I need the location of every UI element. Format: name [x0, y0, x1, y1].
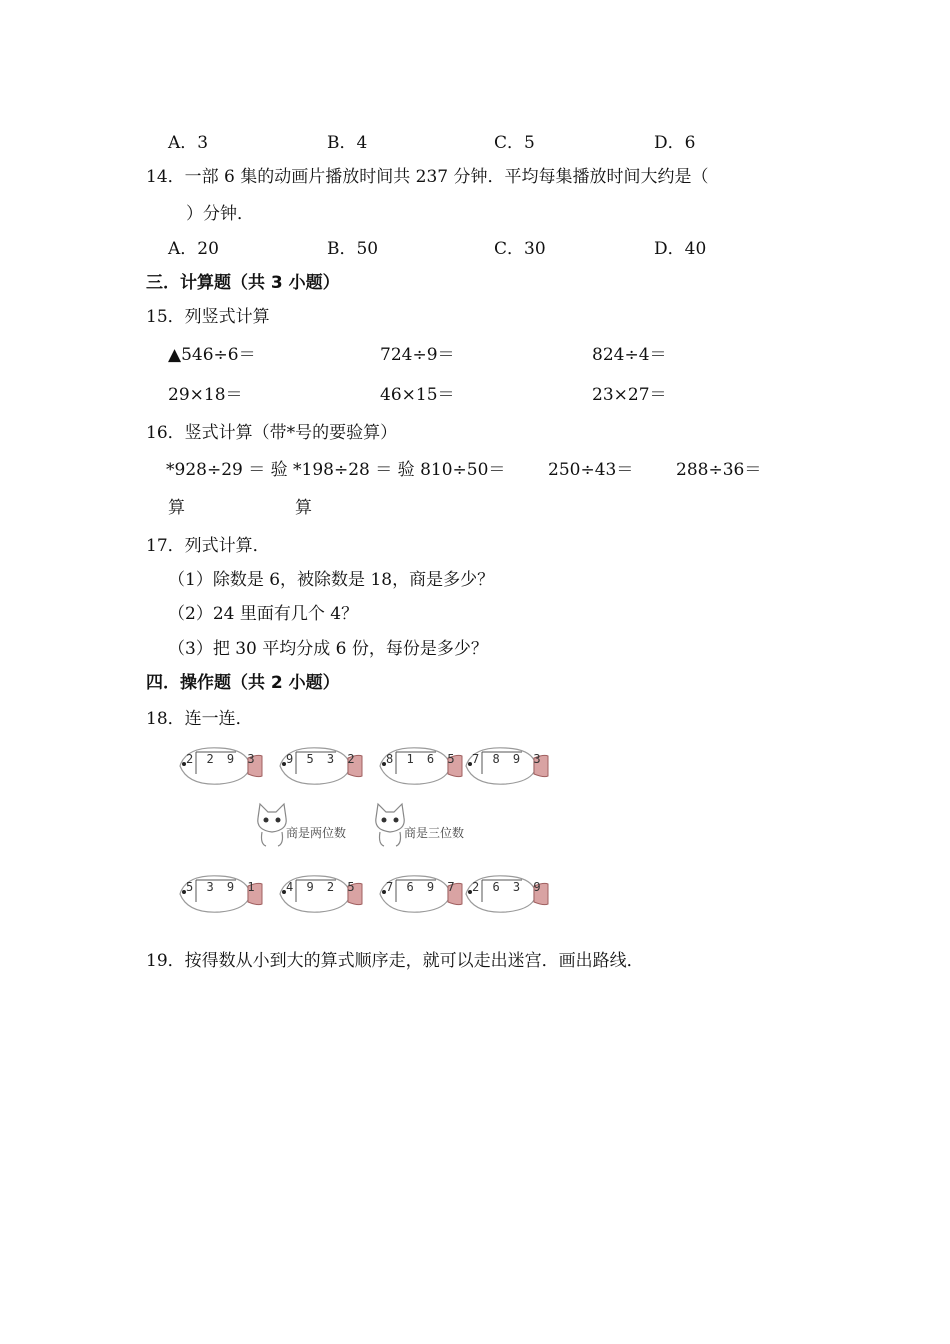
- q15-r2-c2: 46×15＝: [380, 385, 455, 405]
- fish-division: 2 2 9 3: [186, 752, 258, 766]
- section-4-heading: 四．操作题（共 2 小题）: [146, 673, 340, 693]
- q15-r1-c3: 824÷4＝: [592, 345, 667, 365]
- fish-outline: [276, 738, 366, 794]
- fish-top-2: [276, 738, 366, 794]
- fish-top-1: [176, 738, 266, 794]
- q17-item-3: （3）把 30 平均分成 6 份，每份是多少？: [168, 639, 488, 659]
- fish-division: 7 8 9 3: [472, 752, 544, 766]
- q16-c5: 288÷36＝: [676, 460, 762, 480]
- q14-option-d: D．40: [654, 239, 707, 259]
- q15-r1-c1: ▲546÷6＝: [168, 345, 256, 365]
- q14-option-c: C．30: [494, 239, 546, 259]
- q14-line1: 14．一部 6 集的动画片播放时间共 237 分钟．平均每集播放时间大约是（: [146, 167, 709, 187]
- q16-suan-2: 算: [295, 498, 312, 518]
- fish-outline: [276, 866, 366, 922]
- q17-item-1: （1）除数是 6，被除数是 18，商是多少？: [168, 570, 495, 590]
- fish-division: 5 3 9 1: [186, 880, 258, 894]
- fish-division: 8 1 6 5: [386, 752, 458, 766]
- fish-outline: [376, 866, 466, 922]
- q18-title: 18．连一连．: [146, 709, 253, 729]
- fish-bottom-1: [176, 866, 266, 922]
- q16-line: *928÷29 ＝ 验 *198÷28 ＝ 验 810÷50＝: [166, 460, 506, 480]
- fish-bottom-4: [462, 866, 552, 922]
- q16-c4: 250÷43＝: [548, 460, 634, 480]
- q17-item-2: （2）24 里面有几个 4？: [168, 604, 359, 624]
- q14-option-a: A．20: [168, 239, 219, 259]
- fish-outline: [462, 866, 552, 922]
- q13-option-d: D．6: [654, 133, 696, 153]
- q19-title: 19．按得数从小到大的算式顺序走，就可以走出迷宫．画出路线．: [146, 951, 644, 971]
- q17-title: 17．列式计算．: [146, 536, 270, 556]
- fish-outline: [462, 738, 552, 794]
- fish-top-3: [376, 738, 466, 794]
- q16-suan-1: 算: [168, 498, 185, 518]
- q13-option-c: C．5: [494, 133, 535, 153]
- q15-r2-c3: 23×27＝: [592, 385, 667, 405]
- fish-division: 4 9 2 5: [286, 880, 358, 894]
- cat-three-digit-label: 商是三位数: [404, 826, 465, 840]
- fish-outline: [176, 738, 266, 794]
- q13-option-a: A．3: [168, 133, 209, 153]
- fish-outline: [376, 738, 466, 794]
- section-3-heading: 三．计算题（共 3 小题）: [146, 273, 340, 293]
- fish-bottom-2: [276, 866, 366, 922]
- fish-top-4: [462, 738, 552, 794]
- fish-division: 2 6 3 9: [472, 880, 544, 894]
- q14-line2: ）分钟．: [186, 204, 254, 224]
- q15-r2-c1: 29×18＝: [168, 385, 243, 405]
- q14-option-b: B．50: [327, 239, 379, 259]
- cat-three-digit: [370, 800, 520, 860]
- fish-division: 9 5 3 2: [286, 752, 358, 766]
- fish-outline: [176, 866, 266, 922]
- fish-division: 7 6 9 7: [386, 880, 458, 894]
- fish-bottom-3: [376, 866, 466, 922]
- cat-two-digit-label: 商是两位数: [286, 826, 347, 840]
- q15-r1-c2: 724÷9＝: [380, 345, 455, 365]
- q16-title: 16．竖式计算（带*号的要验算）: [146, 423, 398, 443]
- q13-option-b: B．4: [327, 133, 368, 153]
- q15-title: 15．列竖式计算: [146, 307, 270, 327]
